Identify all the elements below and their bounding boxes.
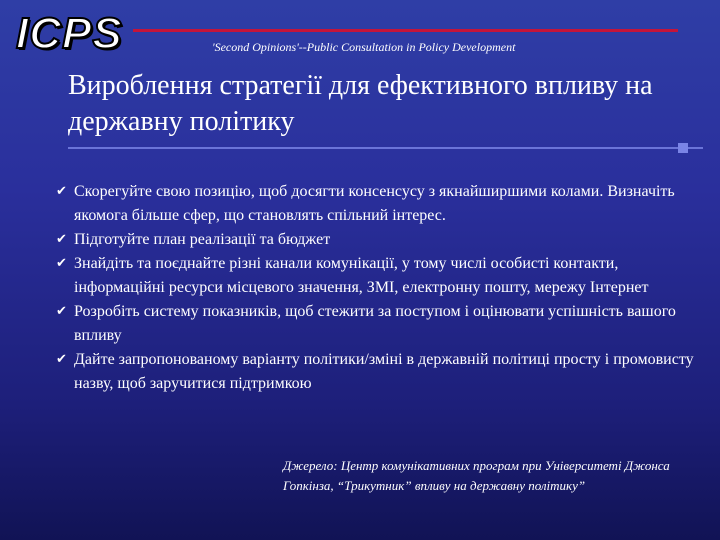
source-citation: Джерело: Центр комунікативних програм при Університеті Джонса Гопкінза, “Трикутник” впливу на державну політику” [283,458,670,493]
bullet-text: Дайте запропонованому варіанту політики/зміні в державній політиці просту і промовисту назву, щоб заручитися підтримкою [74,351,694,392]
bullet-item [56,228,708,252]
slide-title: Вироблення стратегії для ефективного впливу на державну політику [68,70,653,137]
bullet-item [56,252,708,300]
icps-logo: ICPS [16,9,123,58]
check-icon: ✔ [56,304,67,319]
bullet-text: Розробіть систему показників, щоб стежити за поступом і оцінювати успішність вашого впливу [74,303,676,344]
check-icon: ✔ [56,256,67,271]
bullet-item [56,300,708,348]
check-icon: ✔ [56,352,67,367]
header-tagline: 'Second Opinions'--Public Consultation in Policy Development [212,40,516,54]
header-divider [133,29,678,32]
bullet-list [56,180,708,396]
title-underline-marker [678,143,688,153]
bullet-text: Знайдіть та поєднайте різні канали комунікації, у тому числі особисті контакти, інформаційні ресурси місцевого значення, ЗМІ, електронну пошту, мережу Інтернет [74,255,649,296]
check-icon: ✔ [56,184,67,199]
title-underline [68,147,703,149]
bullet-item [56,348,708,396]
bullet-text: Скорегуйте свою позицію, щоб досягти консенсусу з якнайширшими колами. Визначіть якомога більше сфер, що становлять спільний інтерес. [74,183,675,224]
check-icon: ✔ [56,232,67,247]
bullet-item [56,180,708,228]
bullet-text: Підготуйте план реалізації та бюджет [74,231,331,248]
